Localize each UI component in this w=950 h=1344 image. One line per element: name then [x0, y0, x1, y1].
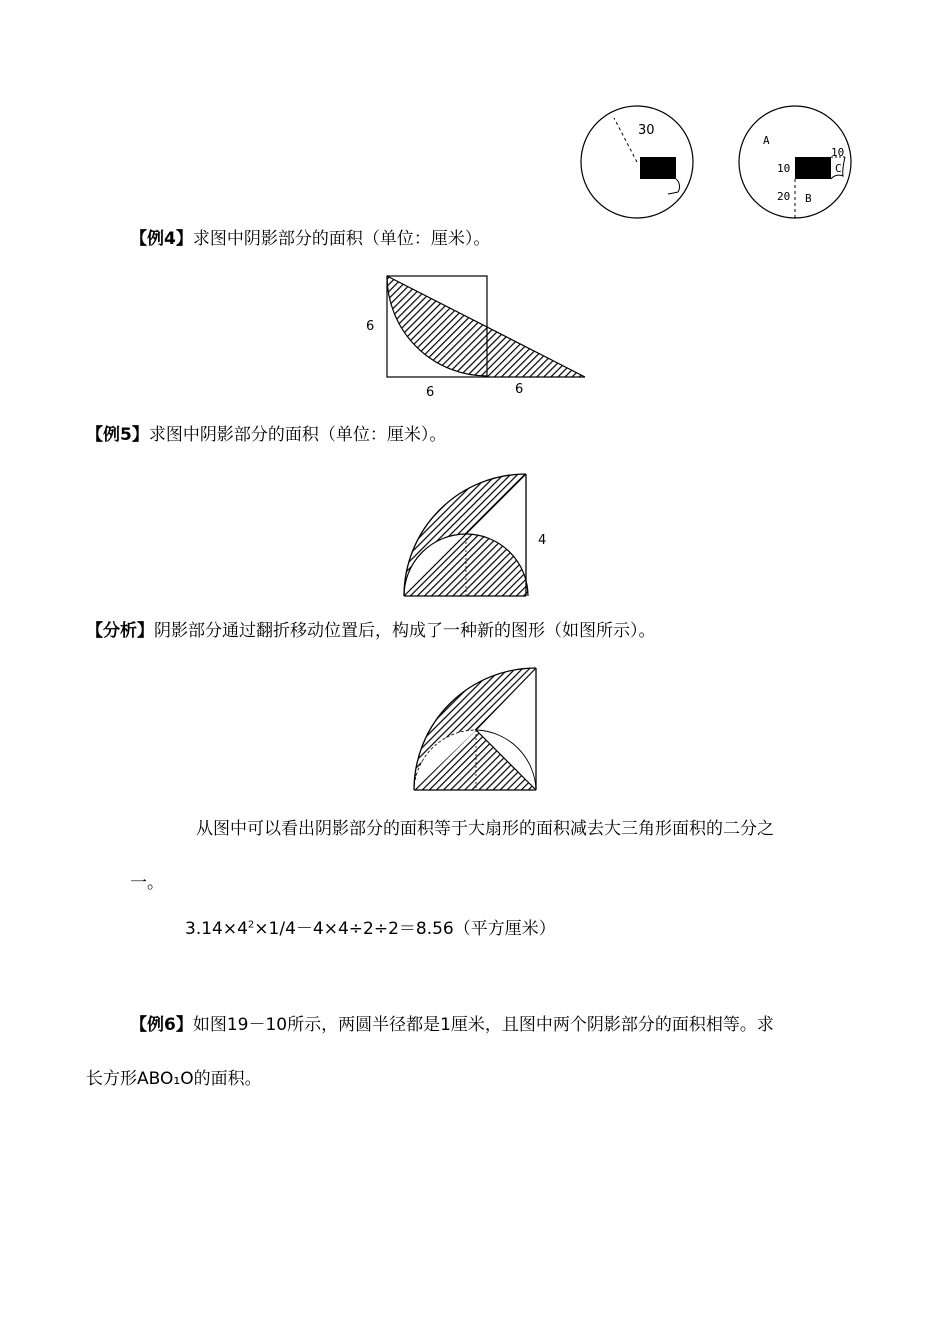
example-4-tag: 【例4】 — [130, 229, 193, 249]
label-10-left: 10 — [777, 162, 791, 175]
example-4-question — [130, 228, 490, 250]
ex4-label-left: 6 — [366, 319, 375, 334]
ex5-label-height: 4 — [538, 533, 547, 548]
example-5-tag: 【例5】 — [86, 425, 149, 445]
example-5-text: 求图中阴影部分的面积（单位：厘米）。 — [148, 425, 447, 445]
formula — [185, 918, 556, 940]
example-6-tag: 【例6】 — [130, 1015, 193, 1035]
analysis-paragraph-line-1: 从图中可以看出阴影部分的面积等于大扇形的面积减去大三角形面积的二分之 — [196, 819, 774, 839]
circle-figure-abc — [733, 104, 863, 220]
label-10-right: 10 — [831, 146, 845, 159]
analysis-text: 阴影部分通过翻折移动位置后，构成了一种新的图形（如图所示）。 — [154, 621, 656, 641]
label-20: 20 — [777, 190, 791, 203]
formula-part-a: 3.14×4 — [185, 919, 248, 939]
example-6-line-2: 长方形ABO₁O的面积。 — [86, 1069, 262, 1089]
formula-part-b: ×1/4－4×4÷2÷2＝8.56（平方厘米） — [254, 919, 556, 939]
analysis-tag: 【分析】 — [86, 621, 154, 641]
circle-figure-radius-30 — [578, 104, 708, 220]
example-4-text: 求图中阴影部分的面积（单位：厘米）。 — [192, 229, 491, 249]
example-5-figure — [398, 466, 568, 602]
radius-label: 30 — [638, 123, 655, 138]
example-6-text-1: 如图19－10所示，两圆半径都是1厘米，且图中两个阴影部分的面积相等。求 — [192, 1015, 774, 1035]
analysis-paragraph-line-2: 一。 — [130, 873, 164, 893]
label-a: A — [763, 134, 770, 147]
label-b: B — [805, 192, 812, 205]
analysis-intro — [86, 620, 656, 642]
label-c: C — [835, 162, 842, 175]
example-5-question — [86, 424, 446, 446]
example-4-figure — [360, 270, 600, 400]
analysis-figure — [408, 662, 548, 796]
ex4-label-bottom-left: 6 — [426, 385, 435, 400]
ex4-label-bottom-right: 6 — [515, 382, 524, 397]
example-6-line-1 — [130, 1014, 774, 1036]
formula-exponent: 2 — [247, 919, 255, 931]
